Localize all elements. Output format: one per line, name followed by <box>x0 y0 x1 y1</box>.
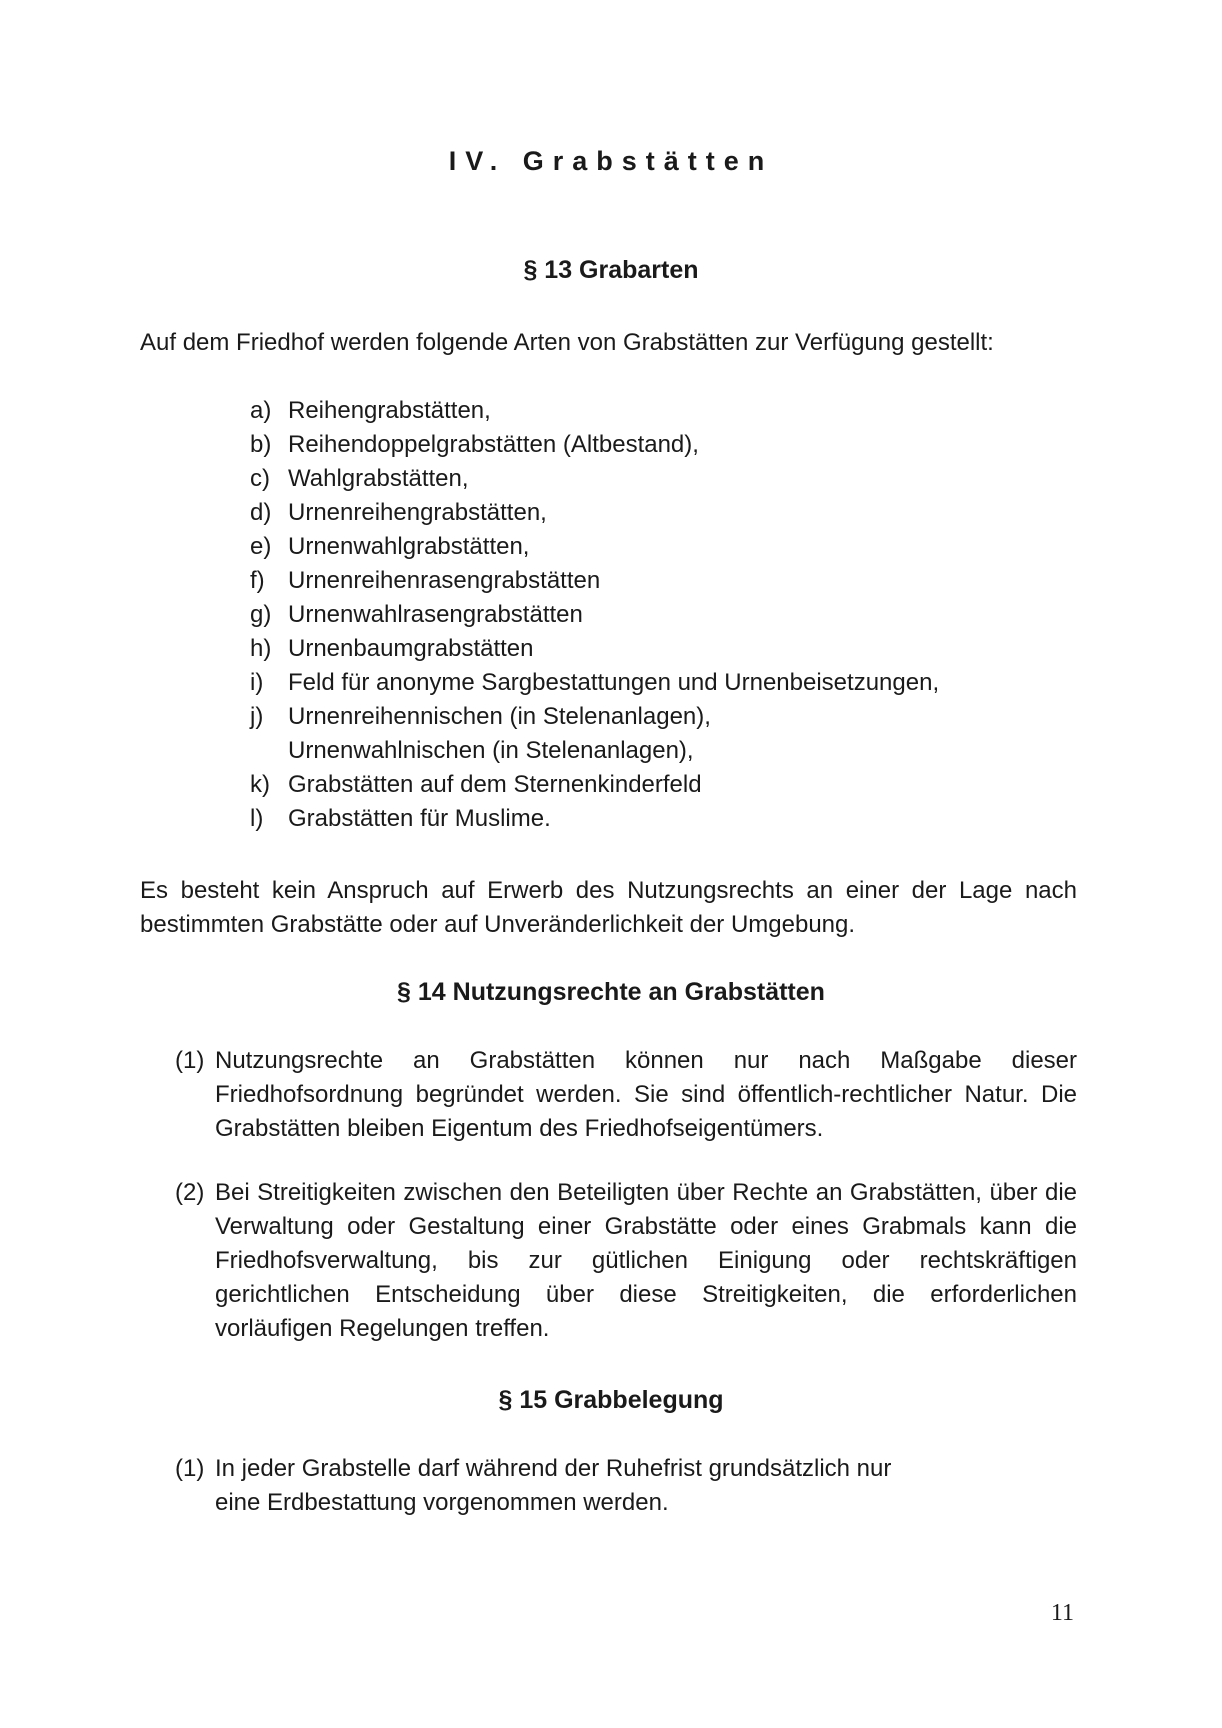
list-item-text: Urnenwahlgrabstätten, <box>288 533 530 560</box>
list-item-text: Urnenbaumgrabstätten <box>288 635 534 662</box>
paragraph-text: Bei Streitigkeiten zwischen den Beteiligten über Rechte an Grabstätten, über die Verwaltung oder Gestaltung einer Grabstätte oder eines Grabmals kann die Friedhofsverwaltung, bis zur gütlichen Einigung oder rechtskräftigen gerichtlichen Entscheidung über diese Streitigkeiten, die erforderlichen vorläufigen Regelungen treffen. <box>215 1179 1077 1342</box>
list-item-label: l) <box>250 805 264 832</box>
list-item-label: g) <box>250 601 272 628</box>
list-item-label: f) <box>250 567 265 594</box>
list-item <box>250 394 1030 428</box>
list-item-text: Urnenreihennischen (in Stelenanlagen), <box>288 703 711 730</box>
page-number: 11 <box>1050 1600 1074 1626</box>
list-item <box>250 666 1030 700</box>
paragraph-text: Nutzungsrechte an Grabstätten können nur nach Maßgabe dieser Friedhofsordnung begründet werden. Sie sind öffentlich-rechtlicher Natur. Die Grabstätten bleiben Eigentum des Friedhofseigentümers. <box>215 1047 1077 1142</box>
section-13-heading: § 13 Grabarten <box>523 256 699 284</box>
list-item <box>250 632 1030 666</box>
list-item-label: i) <box>250 669 264 696</box>
list-item-label: c) <box>250 465 270 492</box>
section-14-paragraph-2 <box>175 1176 1077 1346</box>
section-15-paragraph-1 <box>175 1452 935 1520</box>
grave-types-list <box>250 394 1030 836</box>
list-item-text: Reihengrabstätten, <box>288 397 491 424</box>
list-item-continuation <box>250 734 1030 768</box>
list-item-text: Grabstätten auf dem Sternenkinderfeld <box>288 771 702 798</box>
list-item-text: Urnenreihenrasengrabstätten <box>288 567 601 594</box>
section-14-paragraph-1 <box>175 1044 1077 1146</box>
list-item <box>250 496 1030 530</box>
list-item-label: h) <box>250 635 272 662</box>
list-item-label: b) <box>250 431 272 458</box>
list-item <box>250 768 1030 802</box>
list-item <box>250 530 1030 564</box>
list-item <box>250 598 1030 632</box>
list-item-text: Wahlgrabstätten, <box>288 465 469 492</box>
list-item <box>250 802 1030 836</box>
paragraph-text: In jeder Grabstelle darf während der Ruhefrist grundsätzlich nur eine Erdbestattung vorgenommen werden. <box>215 1455 892 1516</box>
paragraph-number: (1) <box>175 1047 205 1074</box>
list-item-label: j) <box>250 703 264 730</box>
list-item-text: Feld für anonyme Sargbestattungen und Urnenbeisetzungen, <box>288 669 940 696</box>
list-item <box>250 462 1030 496</box>
section-14-heading: § 14 Nutzungsrechte an Grabstätten <box>397 978 825 1006</box>
list-item-text: Urnenreihengrabstätten, <box>288 499 547 526</box>
section-13-note: Es besteht kein Anspruch auf Erwerb des Nutzungsrechts an einer der Lage nach bestimmten Grabstätte oder auf Unveränderlichkeit der Umgebung. <box>140 877 1077 938</box>
chapter-title: IV. Grabstätten <box>448 146 774 176</box>
list-item-text: Reihendoppelgrabstätten (Altbestand), <box>288 431 699 458</box>
section-13-intro: Auf dem Friedhof werden folgende Arten von Grabstätten zur Verfügung gestellt: <box>140 329 994 356</box>
paragraph-number: (1) <box>175 1455 205 1482</box>
list-item-text: Grabstätten für Muslime. <box>288 805 551 832</box>
paragraph-number: (2) <box>175 1179 205 1206</box>
list-item-text: Urnenwahlrasengrabstätten <box>288 601 583 628</box>
list-item-label: d) <box>250 499 272 526</box>
section-15-heading: § 15 Grabbelegung <box>498 1386 724 1414</box>
list-item-label: e) <box>250 533 272 560</box>
list-item-text: Urnenwahlnischen (in Stelenanlagen), <box>288 737 694 764</box>
list-item-label: a) <box>250 397 272 424</box>
list-item <box>250 564 1030 598</box>
list-item-label: k) <box>250 771 270 798</box>
list-item <box>250 700 1030 734</box>
list-item <box>250 428 1030 462</box>
